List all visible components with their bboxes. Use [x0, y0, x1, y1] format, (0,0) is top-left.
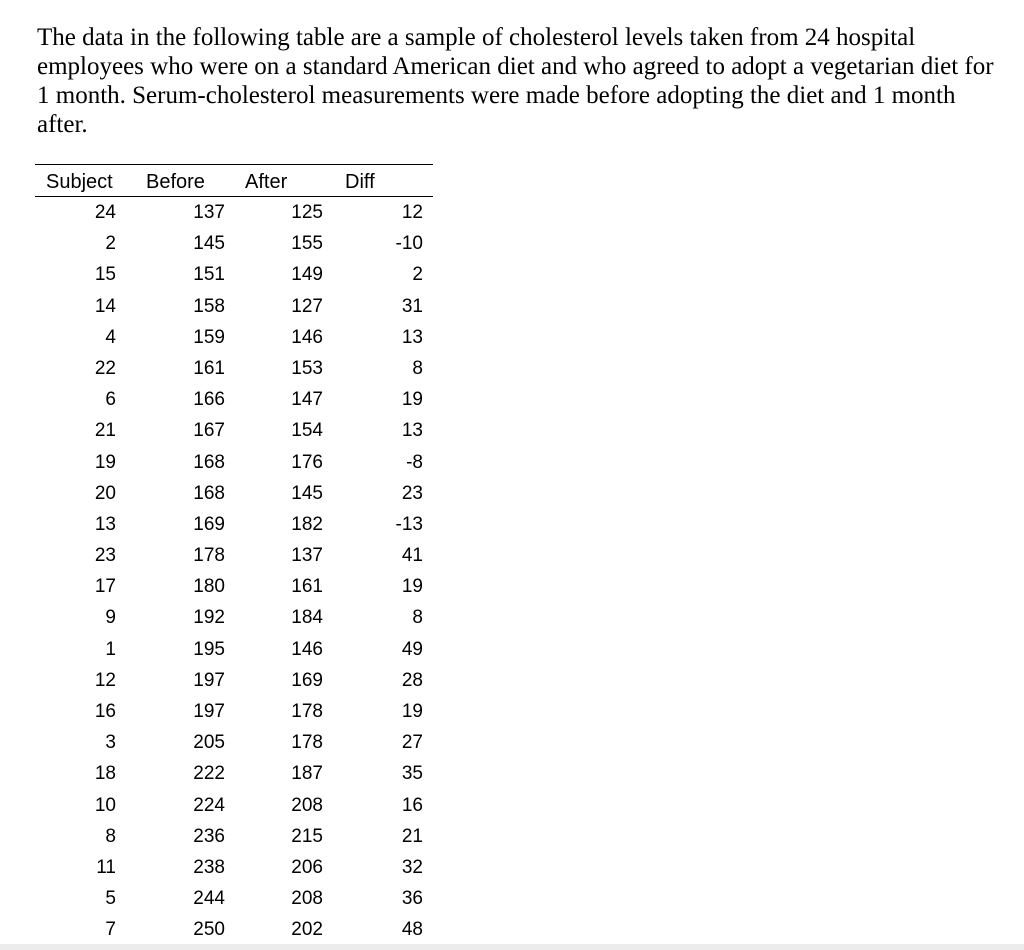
cell-diff: 12 — [401, 202, 423, 223]
cell-after: 187 — [291, 763, 323, 785]
cell-before: 197 — [193, 701, 225, 722]
cell-subject: 21 — [94, 420, 116, 442]
cell-after: 147 — [291, 389, 323, 411]
cell-before: 158 — [193, 295, 225, 317]
cell-subject: 1 — [105, 638, 116, 660]
cell-diff: 41 — [401, 545, 423, 567]
table-row — [35, 696, 433, 727]
header-diff: Diff — [345, 171, 375, 193]
cell-subject: 16 — [94, 701, 116, 722]
cell-diff: 19 — [401, 701, 423, 722]
cell-subject: 17 — [94, 576, 116, 598]
cell-before: 205 — [193, 732, 225, 754]
table-row — [35, 197, 433, 228]
cell-after: 206 — [291, 856, 323, 878]
cell-diff: 19 — [401, 389, 423, 411]
table-header-row — [35, 165, 433, 197]
cell-after: 182 — [291, 513, 323, 535]
cell-diff: -13 — [395, 513, 423, 535]
cell-diff: 16 — [401, 794, 423, 816]
cell-after: 202 — [291, 919, 323, 941]
cell-after: 154 — [291, 420, 323, 442]
cell-before: 151 — [193, 264, 225, 286]
cell-before: 224 — [193, 794, 225, 816]
cell-before: 137 — [193, 202, 225, 223]
cell-subject: 11 — [96, 856, 116, 878]
table-row — [35, 758, 433, 789]
table-row — [35, 415, 433, 446]
cell-before: 222 — [193, 763, 225, 785]
cell-subject: 20 — [94, 482, 116, 504]
cell-subject: 6 — [105, 389, 116, 411]
cell-diff: 13 — [401, 420, 423, 442]
cell-subject: 22 — [94, 357, 116, 379]
table-row — [35, 883, 433, 914]
cell-before: 238 — [193, 856, 225, 878]
cell-after: 127 — [291, 295, 323, 317]
cell-before: 167 — [193, 420, 225, 442]
table-row — [35, 509, 433, 540]
cell-subject: 18 — [94, 763, 116, 785]
table-row — [35, 322, 433, 353]
cell-subject: 15 — [94, 264, 116, 286]
cell-diff: 2 — [412, 264, 423, 286]
cell-diff: 27 — [401, 732, 423, 754]
table-body — [35, 197, 433, 946]
cell-subject: 9 — [105, 607, 116, 629]
cell-diff: 36 — [401, 888, 423, 910]
cell-diff: 13 — [401, 326, 423, 348]
cell-subject: 5 — [105, 888, 116, 910]
header-before: Before — [146, 171, 205, 193]
cell-diff: 49 — [401, 638, 423, 660]
cell-diff: -8 — [406, 451, 423, 473]
cell-before: 180 — [193, 576, 225, 598]
cell-before: 161 — [193, 357, 225, 379]
cell-diff: 23 — [401, 482, 423, 504]
table-row — [35, 353, 433, 384]
cell-subject: 3 — [105, 732, 116, 754]
header-after: After — [245, 171, 288, 193]
cell-diff: 8 — [412, 607, 423, 629]
table-row — [35, 634, 433, 665]
cell-after: 169 — [291, 669, 323, 691]
table-row — [35, 665, 433, 696]
cell-before: 195 — [193, 638, 225, 660]
cell-before: 197 — [193, 669, 225, 691]
table-row — [35, 821, 433, 852]
cell-subject: 19 — [94, 451, 116, 473]
cell-diff: 19 — [401, 576, 423, 598]
cell-subject: 24 — [94, 202, 116, 223]
cell-after: 155 — [291, 233, 323, 255]
table-row — [35, 852, 433, 883]
cell-after: 215 — [291, 825, 323, 847]
cell-after: 178 — [291, 732, 323, 754]
cell-before: 236 — [193, 825, 225, 847]
cell-diff: 21 — [401, 825, 423, 847]
cell-subject: 8 — [105, 825, 116, 847]
cell-after: 149 — [291, 264, 323, 286]
cell-subject: 23 — [94, 545, 116, 567]
cell-after: 145 — [291, 482, 323, 504]
table-row — [35, 602, 433, 633]
cell-diff: 32 — [401, 856, 423, 878]
cell-before: 192 — [193, 607, 225, 629]
cell-subject: 12 — [94, 669, 116, 691]
table-row — [35, 790, 433, 821]
cell-after: 137 — [291, 545, 323, 567]
table-row — [35, 571, 433, 602]
cell-diff: 31 — [401, 295, 423, 317]
cell-diff: -10 — [395, 233, 423, 255]
cell-subject: 7 — [105, 919, 116, 941]
table-row — [35, 727, 433, 758]
cell-before: 168 — [193, 451, 225, 473]
table-row — [35, 478, 433, 509]
cell-subject: 14 — [94, 295, 116, 317]
cell-before: 178 — [193, 545, 225, 567]
cell-subject: 2 — [105, 233, 116, 255]
table-row — [35, 259, 433, 290]
cell-after: 146 — [291, 326, 323, 348]
cell-diff: 35 — [401, 763, 423, 785]
page-bottom-edge — [0, 944, 1024, 950]
table-row — [35, 914, 433, 945]
cell-after: 208 — [291, 794, 323, 816]
intro-paragraph: The data in the following table are a sample of cholesterol levels taken from 24 hospital employees who were on a standard American diet and who agreed to adopt a vegetarian diet for 1 month. Serum-cholesterol measurements were made before adopting the diet and 1 month after. — [37, 24, 994, 138]
cell-after: 178 — [291, 701, 323, 722]
table-row — [35, 540, 433, 571]
cell-before: 244 — [193, 888, 225, 910]
cell-after: 161 — [291, 576, 323, 598]
cell-after: 176 — [291, 451, 323, 473]
table-row — [35, 447, 433, 478]
cell-after: 125 — [291, 202, 323, 223]
table-row — [35, 228, 433, 259]
cell-diff: 28 — [401, 669, 423, 691]
cell-after: 153 — [291, 357, 323, 379]
cell-after: 146 — [291, 638, 323, 660]
cell-before: 169 — [193, 513, 225, 535]
cell-before: 166 — [193, 389, 225, 411]
cell-after: 184 — [291, 607, 323, 629]
cell-subject: 13 — [94, 513, 116, 535]
cell-subject: 4 — [105, 326, 116, 348]
table-row — [35, 384, 433, 415]
cell-diff: 48 — [401, 919, 423, 941]
cell-before: 159 — [193, 326, 225, 348]
header-subject: Subject — [46, 171, 113, 193]
cell-subject: 10 — [94, 794, 116, 816]
cell-after: 208 — [291, 888, 323, 910]
cell-before: 250 — [193, 919, 225, 941]
cell-before: 168 — [193, 482, 225, 504]
cell-before: 145 — [193, 233, 225, 255]
table-row — [35, 291, 433, 322]
cell-diff: 8 — [412, 357, 423, 379]
